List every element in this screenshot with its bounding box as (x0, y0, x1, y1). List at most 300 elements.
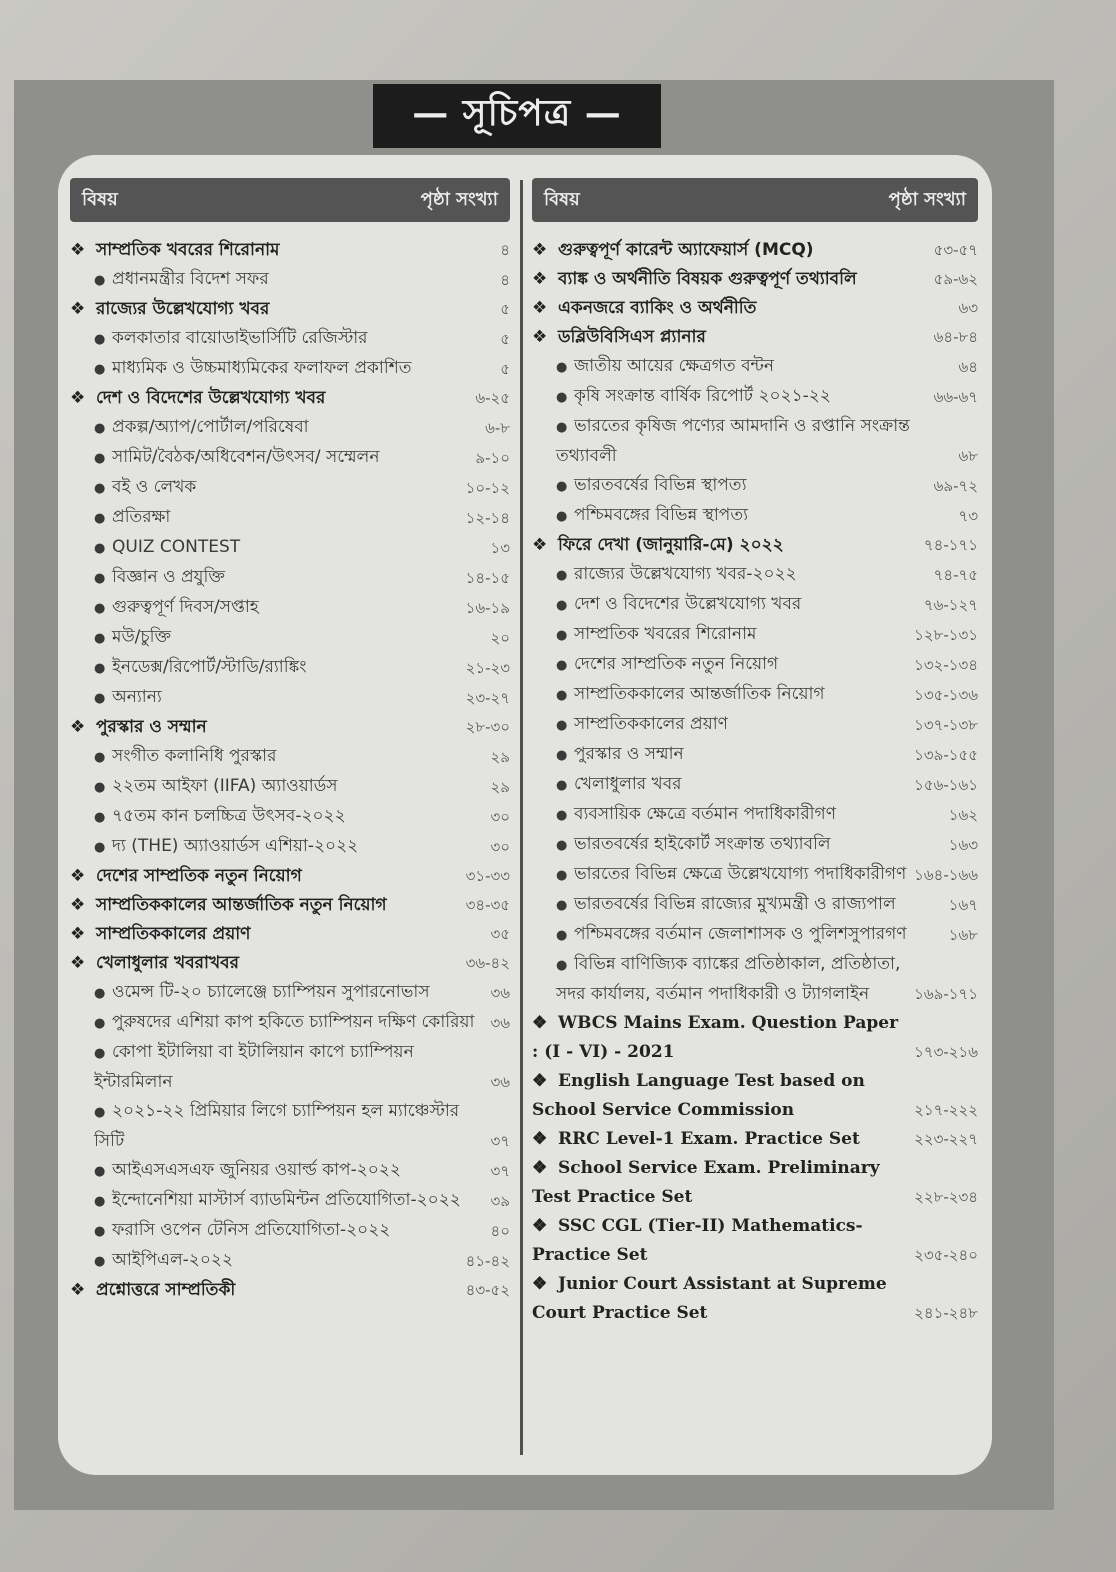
contents-subentry (70, 1097, 510, 1156)
entry-text: ২২তম আইফা (IIFA) অ্যাওয়ার্ডস (112, 776, 338, 796)
dot-bullet-icon: ● (94, 332, 106, 347)
dot-bullet-icon: ● (94, 750, 106, 765)
entry-title (94, 832, 484, 862)
entry-page-number: ২০ (490, 629, 510, 647)
diamond-bullet-icon: ❖ (70, 240, 86, 260)
entry-text: ভারতের বিভিন্ন ক্ষেত্রে উল্লেখযোগ্য পদাধিকারীগণ (574, 864, 907, 884)
entry-text: পুরস্কার ও সম্মান (574, 744, 684, 764)
contents-subentry (70, 623, 510, 653)
entry-text: WBCS Mains Exam. Question Paper : (I - VI) - 2021 (532, 1013, 899, 1062)
entry-title (532, 265, 928, 294)
diamond-bullet-icon: ❖ (70, 1280, 86, 1300)
contents-subentry (70, 832, 510, 862)
entry-text: বিজ্ঞান ও প্রযুক্তি (112, 567, 225, 587)
entry-title (556, 890, 943, 920)
contents-section-entry (532, 1154, 978, 1212)
entry-page-number: ৬৪-৮৪ (933, 328, 978, 346)
entry-text: গুরুত্বপূর্ণ কারেন্ট অ্যাফেয়ার্স (MCQ) (558, 240, 814, 260)
contents-subentry (70, 533, 510, 563)
dot-bullet-icon: ● (94, 780, 106, 795)
entry-title (94, 802, 484, 832)
diamond-bullet-icon: ❖ (532, 1013, 548, 1033)
contents-subentry (532, 560, 978, 590)
entry-page-number: ২৯ (490, 748, 510, 766)
entry-page-number: ১৬৭ (948, 896, 978, 914)
entry-text: ইনডেক্স/রিপোর্ট/স্টাডি/র‍্যাঙ্কিং (112, 657, 307, 677)
entry-page-number: ৫৩-৫৭ (933, 241, 978, 259)
entry-page-number: ১৫৬-১৬১ (914, 776, 978, 794)
dot-bullet-icon: ● (94, 273, 106, 288)
entry-title (556, 620, 908, 650)
entry-page-number: ৪৩-৫২ (465, 1281, 510, 1299)
contents-subentry (70, 443, 510, 473)
entry-title (532, 1067, 908, 1125)
entry-page-number: ১৬৯-১৭১ (914, 985, 978, 1003)
diamond-bullet-icon: ❖ (532, 1071, 548, 1091)
entry-text: School Service Exam. Preliminary Test Practice Set (532, 1158, 880, 1207)
contents-section-entry (532, 236, 978, 265)
dot-bullet-icon: ● (94, 451, 106, 466)
dot-bullet-icon: ● (94, 1105, 106, 1120)
contents-subentry (70, 1186, 510, 1216)
contents-subentry (70, 1038, 510, 1097)
entry-page-number: ৬-২৫ (475, 389, 510, 407)
entry-title (556, 770, 908, 800)
dot-bullet-icon: ● (94, 631, 106, 646)
page-title: — সূচিপত্র — (373, 84, 661, 148)
entry-page-number: ১৪-১৫ (465, 569, 510, 587)
entry-title (556, 860, 908, 890)
entry-page-number: ৩৫ (490, 925, 510, 943)
entry-text: দেশের সাম্প্রতিক নতুন নিয়োগ (96, 866, 302, 886)
dot-bullet-icon: ● (94, 1164, 106, 1179)
entry-page-number: ৪ (500, 241, 510, 259)
left-column-header (70, 178, 510, 222)
entry-text: রাজ্যের উল্লেখযোগ্য খবর-২০২২ (574, 564, 797, 584)
contents-section-entry (70, 236, 510, 265)
entry-page-number: ৬৯-৭২ (933, 477, 978, 495)
contents-subentry (70, 742, 510, 772)
dot-bullet-icon: ● (556, 479, 568, 494)
entry-text: ফরাসি ওপেন টেনিস প্রতিযোগিতা-২০২২ (112, 1220, 391, 1240)
entry-title (556, 950, 908, 1009)
entry-text: ডব্লিউবিসিএস প্ল্যানার (558, 327, 706, 347)
dot-bullet-icon: ● (556, 748, 568, 763)
entry-page-number: ৫৯-৬২ (933, 270, 978, 288)
dot-bullet-icon: ● (94, 481, 106, 496)
diamond-bullet-icon: ❖ (532, 1274, 548, 1294)
entry-page-number: ৩৯ (490, 1192, 510, 1210)
entry-title (70, 236, 494, 265)
entry-title (94, 683, 460, 713)
entry-page-number: ৩৭ (490, 1162, 510, 1180)
entry-page-number: ১৬২ (948, 806, 978, 824)
dot-bullet-icon: ● (556, 360, 568, 375)
entry-page-number: ৬৬-৬৭ (933, 388, 978, 406)
entry-text: দ্য (THE) অ্যাওয়ার্ডস এশিয়া-২০২২ (112, 836, 359, 856)
contents-subentry (532, 680, 978, 710)
dot-bullet-icon: ● (94, 1254, 106, 1269)
contents-subentry (70, 802, 510, 832)
entry-text: কৃষি সংক্রান্ত বার্ষিক রিপোর্ট ২০২১-২২ (574, 386, 831, 406)
entry-text: প্রতিরক্ষা (112, 507, 171, 527)
entry-text: দেশ ও বিদেশের উল্লেখযোগ্য খবর (574, 594, 802, 614)
entry-title (556, 650, 908, 680)
entry-title (94, 503, 460, 533)
entry-text: পশ্চিমবঙ্গের বর্তমান জেলাশাসক ও পুলিশসুপারগণ (574, 924, 907, 944)
entry-text: গুরুত্বপূর্ণ দিবস/সপ্তাহ (112, 597, 259, 617)
entry-title (94, 742, 485, 772)
contents-subentry (70, 653, 510, 683)
contents-subentry (532, 352, 978, 382)
contents-section-entry (532, 1067, 978, 1125)
dot-bullet-icon: ● (556, 390, 568, 405)
entry-page-number: ২৮-৩০ (465, 718, 510, 736)
entry-page-number: ৪০ (490, 1222, 510, 1240)
entry-title (532, 1270, 908, 1328)
dot-bullet-icon: ● (556, 718, 568, 733)
entry-title (94, 1038, 484, 1097)
entry-page-number: ১৩ (490, 539, 510, 557)
entry-title (556, 471, 928, 501)
entry-text: English Language Test based on School Service Commission (532, 1071, 865, 1120)
entry-text: সাম্প্রতিককালের আন্তর্জাতিক নিয়োগ (574, 684, 825, 704)
entry-text: জাতীয় আয়ের ক্ষেত্রগত বন্টন (574, 356, 775, 376)
diamond-bullet-icon: ❖ (70, 866, 86, 886)
contents-section-entry (70, 920, 510, 949)
dot-bullet-icon: ● (94, 986, 106, 1001)
dot-bullet-icon: ● (94, 362, 106, 377)
subject-header: বিষয় (544, 188, 580, 210)
entry-text: ব্যাঙ্ক ও অর্থনীতি বিষয়ক গুরুত্বপূর্ণ তথ্যাবলি (558, 269, 857, 289)
contents-subentry (70, 563, 510, 593)
dot-bullet-icon: ● (556, 898, 568, 913)
entry-text: সাম্প্রতিক খবরের শিরোনাম (574, 624, 757, 644)
contents-subentry (532, 830, 978, 860)
entry-page-number: ৩৬ (490, 1073, 510, 1091)
entry-title (94, 1097, 484, 1156)
diamond-bullet-icon: ❖ (70, 717, 86, 737)
dot-bullet-icon: ● (556, 688, 568, 703)
contents-section-entry (70, 1276, 510, 1305)
entry-title (94, 1186, 485, 1216)
dot-bullet-icon: ● (94, 1224, 106, 1239)
contents-subentry (70, 1008, 510, 1038)
dot-bullet-icon: ● (94, 661, 106, 676)
entry-text: QUIZ CONTEST (112, 537, 241, 557)
entry-page-number: ৫ (500, 300, 510, 318)
contents-subentry (532, 590, 978, 620)
entry-text: ২০২১-২২ প্রিমিয়ার লিগে চ্যাম্পিয়ন হল ম্যাঞ্চেস্টার সিটি (94, 1101, 460, 1151)
entry-page-number: ৩০ (490, 838, 510, 856)
entry-page-number: ৯-১০ (475, 449, 510, 467)
entry-text: প্রধানমন্ত্রীর বিদেশ সফর (112, 269, 269, 289)
page-number-header: পৃষ্ঠা সংখ্যা (420, 188, 498, 210)
entry-title (94, 653, 460, 683)
dot-bullet-icon: ● (556, 628, 568, 643)
entry-title (556, 800, 943, 830)
contents-section-entry (532, 1270, 978, 1328)
entry-page-number: ৬৮ (958, 447, 978, 465)
dot-bullet-icon: ● (556, 420, 568, 435)
contents-subentry (70, 503, 510, 533)
dot-bullet-icon: ● (556, 958, 568, 973)
entry-text: সংগীত কলানিধি পুরস্কার (112, 746, 277, 766)
entry-title (556, 590, 918, 620)
contents-section-entry (70, 384, 510, 413)
entry-title (556, 412, 953, 471)
contents-subentry (70, 683, 510, 713)
entry-page-number: ১০-১২ (465, 479, 510, 497)
entry-page-number: ১৬৮ (948, 926, 978, 944)
contents-section-entry (532, 323, 978, 352)
diamond-bullet-icon: ❖ (532, 240, 548, 260)
entry-title (94, 354, 494, 384)
left-entry-list (70, 222, 510, 1305)
contents-subentry (70, 324, 510, 354)
entry-page-number: ১৩৯-১৫৫ (914, 746, 978, 764)
contents-subentry (532, 620, 978, 650)
dot-bullet-icon: ● (556, 568, 568, 583)
entry-text: ওমেন্স টি-২০ চ্যালেঞ্জে চ্যাম্পিয়ন সুপারনোভাস (112, 982, 430, 1002)
entry-title (532, 1212, 908, 1270)
dot-bullet-icon: ● (94, 840, 106, 855)
dot-bullet-icon: ● (94, 1016, 106, 1031)
entry-text: খেলাধুলার খবর (574, 774, 682, 794)
entry-page-number: ৩১-৩৩ (465, 867, 510, 885)
entry-title (556, 501, 952, 531)
entry-text: ফিরে দেখা (জানুয়ারি-মে) ২০২২ (558, 535, 784, 555)
entry-title (556, 740, 908, 770)
entry-title (94, 533, 485, 563)
entry-text: পুরস্কার ও সম্মান (96, 717, 207, 737)
entry-title (94, 1216, 485, 1246)
entry-page-number: ৭৬-১২৭ (923, 596, 978, 614)
contents-section-entry (70, 295, 510, 324)
dot-bullet-icon: ● (556, 658, 568, 673)
entry-page-number: ৩৬-৪২ (465, 954, 510, 972)
entry-title (70, 949, 460, 978)
entry-title (532, 323, 928, 352)
entry-text: মাধ্যমিক ও উচ্চমাধ্যমিকের ফলাফল প্রকাশিত (112, 358, 412, 378)
dot-bullet-icon: ● (94, 691, 106, 706)
contents-subentry (532, 920, 978, 950)
entry-title (94, 978, 484, 1008)
column-divider (520, 180, 523, 1455)
entry-title (556, 710, 908, 740)
entry-page-number: ২২৩-২২৭ (914, 1130, 978, 1148)
entry-page-number: ৭৩ (958, 507, 978, 525)
entry-page-number: ৭৪-৭৫ (933, 566, 978, 584)
entry-text: কোপা ইটালিয়া বা ইটালিয়ান কাপে চ্যাম্পিয়ন ইন্টারমিলান (94, 1042, 414, 1092)
entry-title (94, 563, 460, 593)
entry-title (532, 1154, 908, 1212)
contents-subentry (70, 265, 510, 295)
dot-bullet-icon: ● (556, 598, 568, 613)
contents-subentry (70, 354, 510, 384)
entry-page-number: ৫ (500, 360, 510, 378)
entry-text: পশ্চিমবঙ্গের বিভিন্ন স্থাপত্য (574, 505, 749, 525)
right-entry-list (532, 222, 978, 1328)
diamond-bullet-icon: ❖ (70, 388, 86, 408)
entry-page-number: ১৩৭-১৩৮ (914, 716, 978, 734)
entry-title (94, 265, 494, 295)
entry-page-number: ৩৪-৩৫ (465, 896, 510, 914)
entry-title (556, 830, 943, 860)
contents-subentry (532, 890, 978, 920)
contents-section-entry (532, 1125, 978, 1154)
subject-header: বিষয় (82, 188, 118, 210)
contents-section-entry (70, 713, 510, 742)
dot-bullet-icon: ● (94, 541, 106, 556)
diamond-bullet-icon: ❖ (532, 269, 548, 289)
entry-title (94, 772, 485, 802)
dot-bullet-icon: ● (94, 810, 106, 825)
contents-subentry (70, 1216, 510, 1246)
diamond-bullet-icon: ❖ (532, 1158, 548, 1178)
dot-bullet-icon: ● (94, 1194, 106, 1209)
entry-text: প্রশ্নোত্তরে সাম্প্রতিকী (96, 1280, 236, 1300)
entry-text: আইএসএসএফ জুনিয়র ওয়ার্ল্ড কাপ-২০২২ (112, 1160, 401, 1180)
entry-page-number: ২৪১-২৪৮ (914, 1304, 978, 1322)
contents-subentry (70, 772, 510, 802)
contents-subentry (70, 1246, 510, 1276)
entry-title (70, 295, 494, 324)
entry-title (532, 1125, 908, 1154)
entry-text: পুরুষদের এশিয়া কাপ হকিতে চ্যাম্পিয়ন দক্ষিণ কোরিয়া (112, 1012, 475, 1032)
entry-page-number: ৩৬ (490, 1014, 510, 1032)
dot-bullet-icon: ● (556, 928, 568, 943)
entry-text: ব্যবসায়িক ক্ষেত্রে বর্তমান পদাধিকারীগণ (574, 804, 836, 824)
contents-subentry (532, 382, 978, 412)
entry-title (70, 862, 460, 891)
diamond-bullet-icon: ❖ (70, 299, 86, 319)
entry-text: ভারতবর্ষের হাইকোর্ট সংক্রান্ত তথ্যাবলি (574, 834, 831, 854)
contents-subentry (532, 770, 978, 800)
dot-bullet-icon: ● (94, 571, 106, 586)
contents-subentry (532, 650, 978, 680)
entry-title (556, 352, 953, 382)
entry-title (70, 1276, 460, 1305)
entry-text: ইন্দোনেশিয়া মাস্টার্স ব্যাডমিন্টন প্রতিযোগিতা-২০২২ (112, 1190, 461, 1210)
entry-title (70, 920, 485, 949)
contents-section-entry (532, 265, 978, 294)
entry-text: আইপিএল-২০২২ (112, 1250, 234, 1270)
diamond-bullet-icon: ❖ (70, 895, 86, 915)
dot-bullet-icon: ● (94, 1046, 106, 1061)
entry-page-number: ১২-১৪ (465, 509, 510, 527)
entry-page-number: ১৩২-১৩৪ (914, 656, 978, 674)
entry-title (94, 443, 469, 473)
entry-title (556, 920, 943, 950)
entry-title (70, 713, 460, 742)
contents-subentry (70, 1156, 510, 1186)
entry-text: সামিট/বৈঠক/অধিবেশন/উৎসব/ সম্মেলন (112, 447, 380, 467)
contents-section-entry (70, 862, 510, 891)
entry-title (556, 560, 928, 590)
entry-text: অন্যান্য (112, 687, 162, 707)
diamond-bullet-icon: ❖ (532, 298, 548, 318)
entry-title (94, 593, 460, 623)
entry-page-number: ৫ (500, 330, 510, 348)
entry-page-number: ১৬৩ (948, 836, 978, 854)
page-number-header: পৃষ্ঠা সংখ্যা (888, 188, 966, 210)
entry-page-number: ২৩৫-২৪০ (914, 1246, 978, 1264)
right-column-header (532, 178, 978, 222)
contents-subentry (532, 950, 978, 1009)
entry-text: সাম্প্রতিককালের প্রয়াণ (96, 924, 251, 944)
entry-page-number: ৩০ (490, 808, 510, 826)
contents-subentry (532, 471, 978, 501)
dot-bullet-icon: ● (94, 601, 106, 616)
entry-page-number: ৪ (500, 271, 510, 289)
entry-text: ভারতবর্ষের বিভিন্ন স্থাপত্য (574, 475, 747, 495)
entry-text: দেশ ও বিদেশের উল্লেখযোগ্য খবর (96, 388, 326, 408)
diamond-bullet-icon: ❖ (532, 535, 548, 555)
entry-title (532, 236, 928, 265)
entry-text: Junior Court Assistant at Supreme Court Practice Set (532, 1274, 887, 1323)
entry-page-number: ৬-৮ (485, 419, 510, 437)
entry-text: বিভিন্ন বাণিজ্যিক ব্যাঙ্কের প্রতিষ্ঠাকাল, প্রতিষ্ঠাতা, সদর কার্যালয়, বর্তমান পদাধিকারী ও ট্যাগলাইন (556, 954, 901, 1004)
entry-title (532, 1009, 908, 1067)
entry-text: ভারতবর্ষের বিভিন্ন রাজ্যের মুখ্যমন্ত্রী ও রাজ্যপাল (574, 894, 896, 914)
contents-subentry (70, 978, 510, 1008)
left-column (70, 178, 510, 1305)
entry-title (94, 413, 479, 443)
entry-page-number: ২১৭-২২২ (914, 1101, 978, 1119)
entry-page-number: ১৬-১৯ (465, 599, 510, 617)
contents-subentry (532, 710, 978, 740)
entry-title (94, 623, 484, 653)
entry-title (94, 324, 494, 354)
entry-page-number: ৬৩ (958, 299, 978, 317)
dot-bullet-icon: ● (94, 511, 106, 526)
entry-title (70, 891, 460, 920)
entry-text: ভারতের কৃষিজ পণ্যের আমদানি ও রপ্তানি সংক্রান্ত তথ্যাবলী (556, 416, 910, 466)
entry-text: একনজরে ব্যাকিং ও অর্থনীতি (558, 298, 757, 318)
contents-subentry (532, 860, 978, 890)
entry-title (556, 680, 908, 710)
entry-text: সাম্প্রতিককালের প্রয়াণ (574, 714, 728, 734)
entry-page-number: ৪১-৪২ (465, 1252, 510, 1270)
entry-page-number: ২৩-২৭ (465, 689, 510, 707)
entry-text: কলকাতার বায়োডাইভার্সিটি রেজিস্টার (112, 328, 368, 348)
entry-page-number: ৩৬ (490, 984, 510, 1002)
dot-bullet-icon: ● (556, 868, 568, 883)
right-column (532, 178, 978, 1328)
contents-subentry (70, 593, 510, 623)
contents-section-entry (532, 1009, 978, 1067)
dot-bullet-icon: ● (556, 509, 568, 524)
contents-subentry (70, 473, 510, 503)
entry-title (70, 384, 469, 413)
entry-text: ৭৫তম কান চলচ্চিত্র উৎসব-২০২২ (112, 806, 346, 826)
entry-page-number: ৭৪-১৭১ (923, 536, 978, 554)
entry-page-number: ৬৪ (958, 358, 978, 376)
contents-subentry (532, 501, 978, 531)
entry-title (94, 1246, 460, 1276)
entry-text: প্রকল্প/অ্যাপ/পোর্টাল/পরিষেবা (112, 417, 309, 437)
entry-title (532, 531, 918, 560)
entry-page-number: ২৯ (490, 778, 510, 796)
entry-title (94, 1008, 484, 1038)
entry-page-number: ২২৮-২৩৪ (914, 1188, 978, 1206)
entry-text: সাম্প্রতিক খবরের শিরোনাম (96, 240, 280, 260)
contents-subentry (532, 412, 978, 471)
diamond-bullet-icon: ❖ (70, 924, 86, 944)
entry-page-number: ১৩৫-১৩৬ (914, 686, 978, 704)
entry-text: মউ/চুক্তি (112, 627, 171, 647)
